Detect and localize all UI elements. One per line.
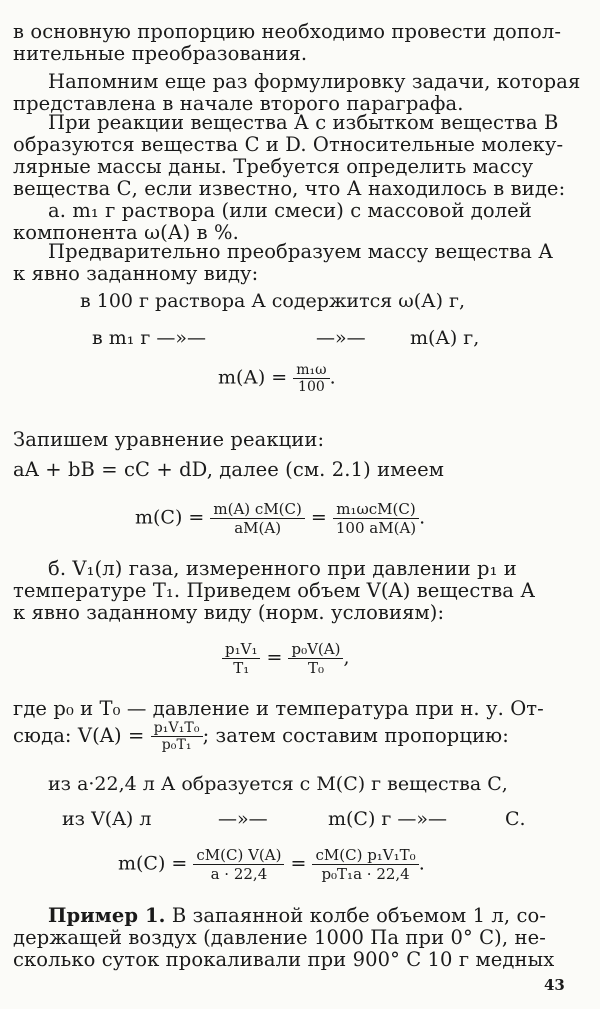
text-line: к явно заданному виду (норм. условиям):	[13, 601, 445, 624]
example-label: Пример 1.	[48, 904, 166, 927]
denominator: p₀T₁	[161, 737, 192, 753]
fraction	[210, 500, 304, 537]
fraction	[193, 846, 284, 883]
formula-lhs: m(А) =	[218, 366, 288, 389]
numerator: m₁ωcM(C)	[333, 500, 419, 519]
formula-mass-c-gas: m(C) = $\frac{cM(C) V(A)}{a \cdot 22,4}$ = $\frac{\text{cM(C) p₁V₁T₀}}{\text{p₀T₁a · 22,4}}$ .	[118, 846, 425, 883]
text-line: При реакции вещества А с избытком вещества В	[48, 111, 559, 134]
text-line: Напомним еще раз формулировку задачи, которая	[48, 70, 581, 93]
denominator: 100 aM(A)	[335, 519, 417, 537]
numerator: cM(C) V(A)	[193, 846, 284, 865]
text-line: представлена в начале второго параграфа.	[13, 92, 464, 115]
proportion-value: m(А) г,	[410, 327, 480, 349]
denominator: p₀T₁a · 22,4	[321, 865, 410, 883]
page-number: 43	[544, 976, 565, 994]
formula-mass-c: m(C) = $\frac{m(A) cM(C)}{aM(A)}$ = $\frac{\text{m₁ωcM(C)}}{100 aM(A)}$ .	[135, 500, 426, 537]
denominator: a · 22,4	[210, 865, 268, 883]
numerator: p₁V₁T₀	[151, 720, 203, 737]
denominator: aM(A)	[234, 519, 282, 537]
formula-gas-law: $\frac{\text{p₁V₁}}{\text{T₁}}$ = $\frac{\text{p₀V(A)}}{\text{T₀}}$ ,	[222, 640, 350, 677]
formula-lhs: m(C) =	[118, 852, 188, 875]
text-segment: В запаянной колбе объемом 1 л, со-	[171, 904, 547, 927]
numerator: cM(C) p₁V₁T₀	[312, 846, 418, 865]
proportion-line-4: из V(A) л	[62, 808, 152, 830]
fraction	[288, 640, 343, 677]
numerator: m₁ω	[293, 362, 329, 379]
fraction	[222, 640, 260, 677]
text-line: к явно заданному виду:	[13, 262, 259, 285]
proportion-line-3: из a·22,4 л А образуется c M(C) г вещества С,	[48, 773, 508, 795]
fraction	[312, 846, 418, 883]
text-line: где p₀ и T₀ — давление и температура при н. у. От-	[13, 697, 544, 720]
text-line: компонента ω(А) в %.	[13, 221, 239, 244]
text-line	[48, 904, 546, 927]
text-line: нительные преобразования.	[13, 42, 308, 65]
numerator: m(A) cM(C)	[210, 500, 304, 519]
proportion-line-2: в m₁ г —»—	[92, 327, 207, 349]
text-line	[13, 720, 509, 753]
text-line: Запишем уравнение реакции:	[13, 428, 325, 451]
text-line: б. V₁(л) газа, измеренного при давлении p₁ и	[48, 557, 517, 580]
text-segment: ; затем составим пропорцию:	[202, 724, 509, 747]
text-line: вещества С, если известно, что А находилось в виде:	[13, 177, 566, 200]
proportion-line-1: в 100 г раствора А содержится ω(А) г,	[80, 290, 466, 312]
ditto-mark: —»—	[316, 327, 366, 349]
proportion-value: С.	[505, 808, 526, 830]
denominator: 100	[298, 379, 325, 395]
text-line: Предварительно преобразуем массу вещества А	[48, 240, 554, 263]
text-line: температуре T₁. Приведем объем V(A) вещества А	[13, 579, 536, 602]
text-line: а. m₁ г раствора (или смеси) с массовой долей	[48, 199, 532, 222]
text-line: держащей воздух (давление 1000 Па при 0° С), не-	[13, 926, 546, 949]
text-segment: сюда: V(A) =	[13, 724, 145, 747]
formula-mass-a: m(А) = $\frac{\text{m₁ω}}{100}$ .	[218, 362, 336, 395]
denominator: T₀	[307, 659, 324, 677]
fraction	[293, 362, 329, 395]
numerator: p₁V₁	[222, 640, 260, 659]
text-line: образуются вещества С и D. Относительные молеку-	[13, 133, 564, 156]
reaction-equation: aA + bB = cC + dD, далее (см. 2.1) имеем	[13, 458, 445, 481]
numerator: p₀V(A)	[288, 640, 343, 659]
fraction	[151, 720, 203, 753]
denominator: T₁	[233, 659, 250, 677]
formula-lhs: m(C) =	[135, 506, 205, 529]
text-line: сколько суток прокаливали при 900° С 10 г медных	[13, 948, 555, 971]
fraction	[333, 500, 419, 537]
text-line: лярные массы даны. Требуется определить массу	[13, 155, 534, 178]
proportion-value: m(C) г —»—	[328, 808, 448, 830]
text-line: в основную пропорцию необходимо провести допол-	[13, 20, 562, 43]
ditto-mark: —»—	[218, 808, 268, 830]
